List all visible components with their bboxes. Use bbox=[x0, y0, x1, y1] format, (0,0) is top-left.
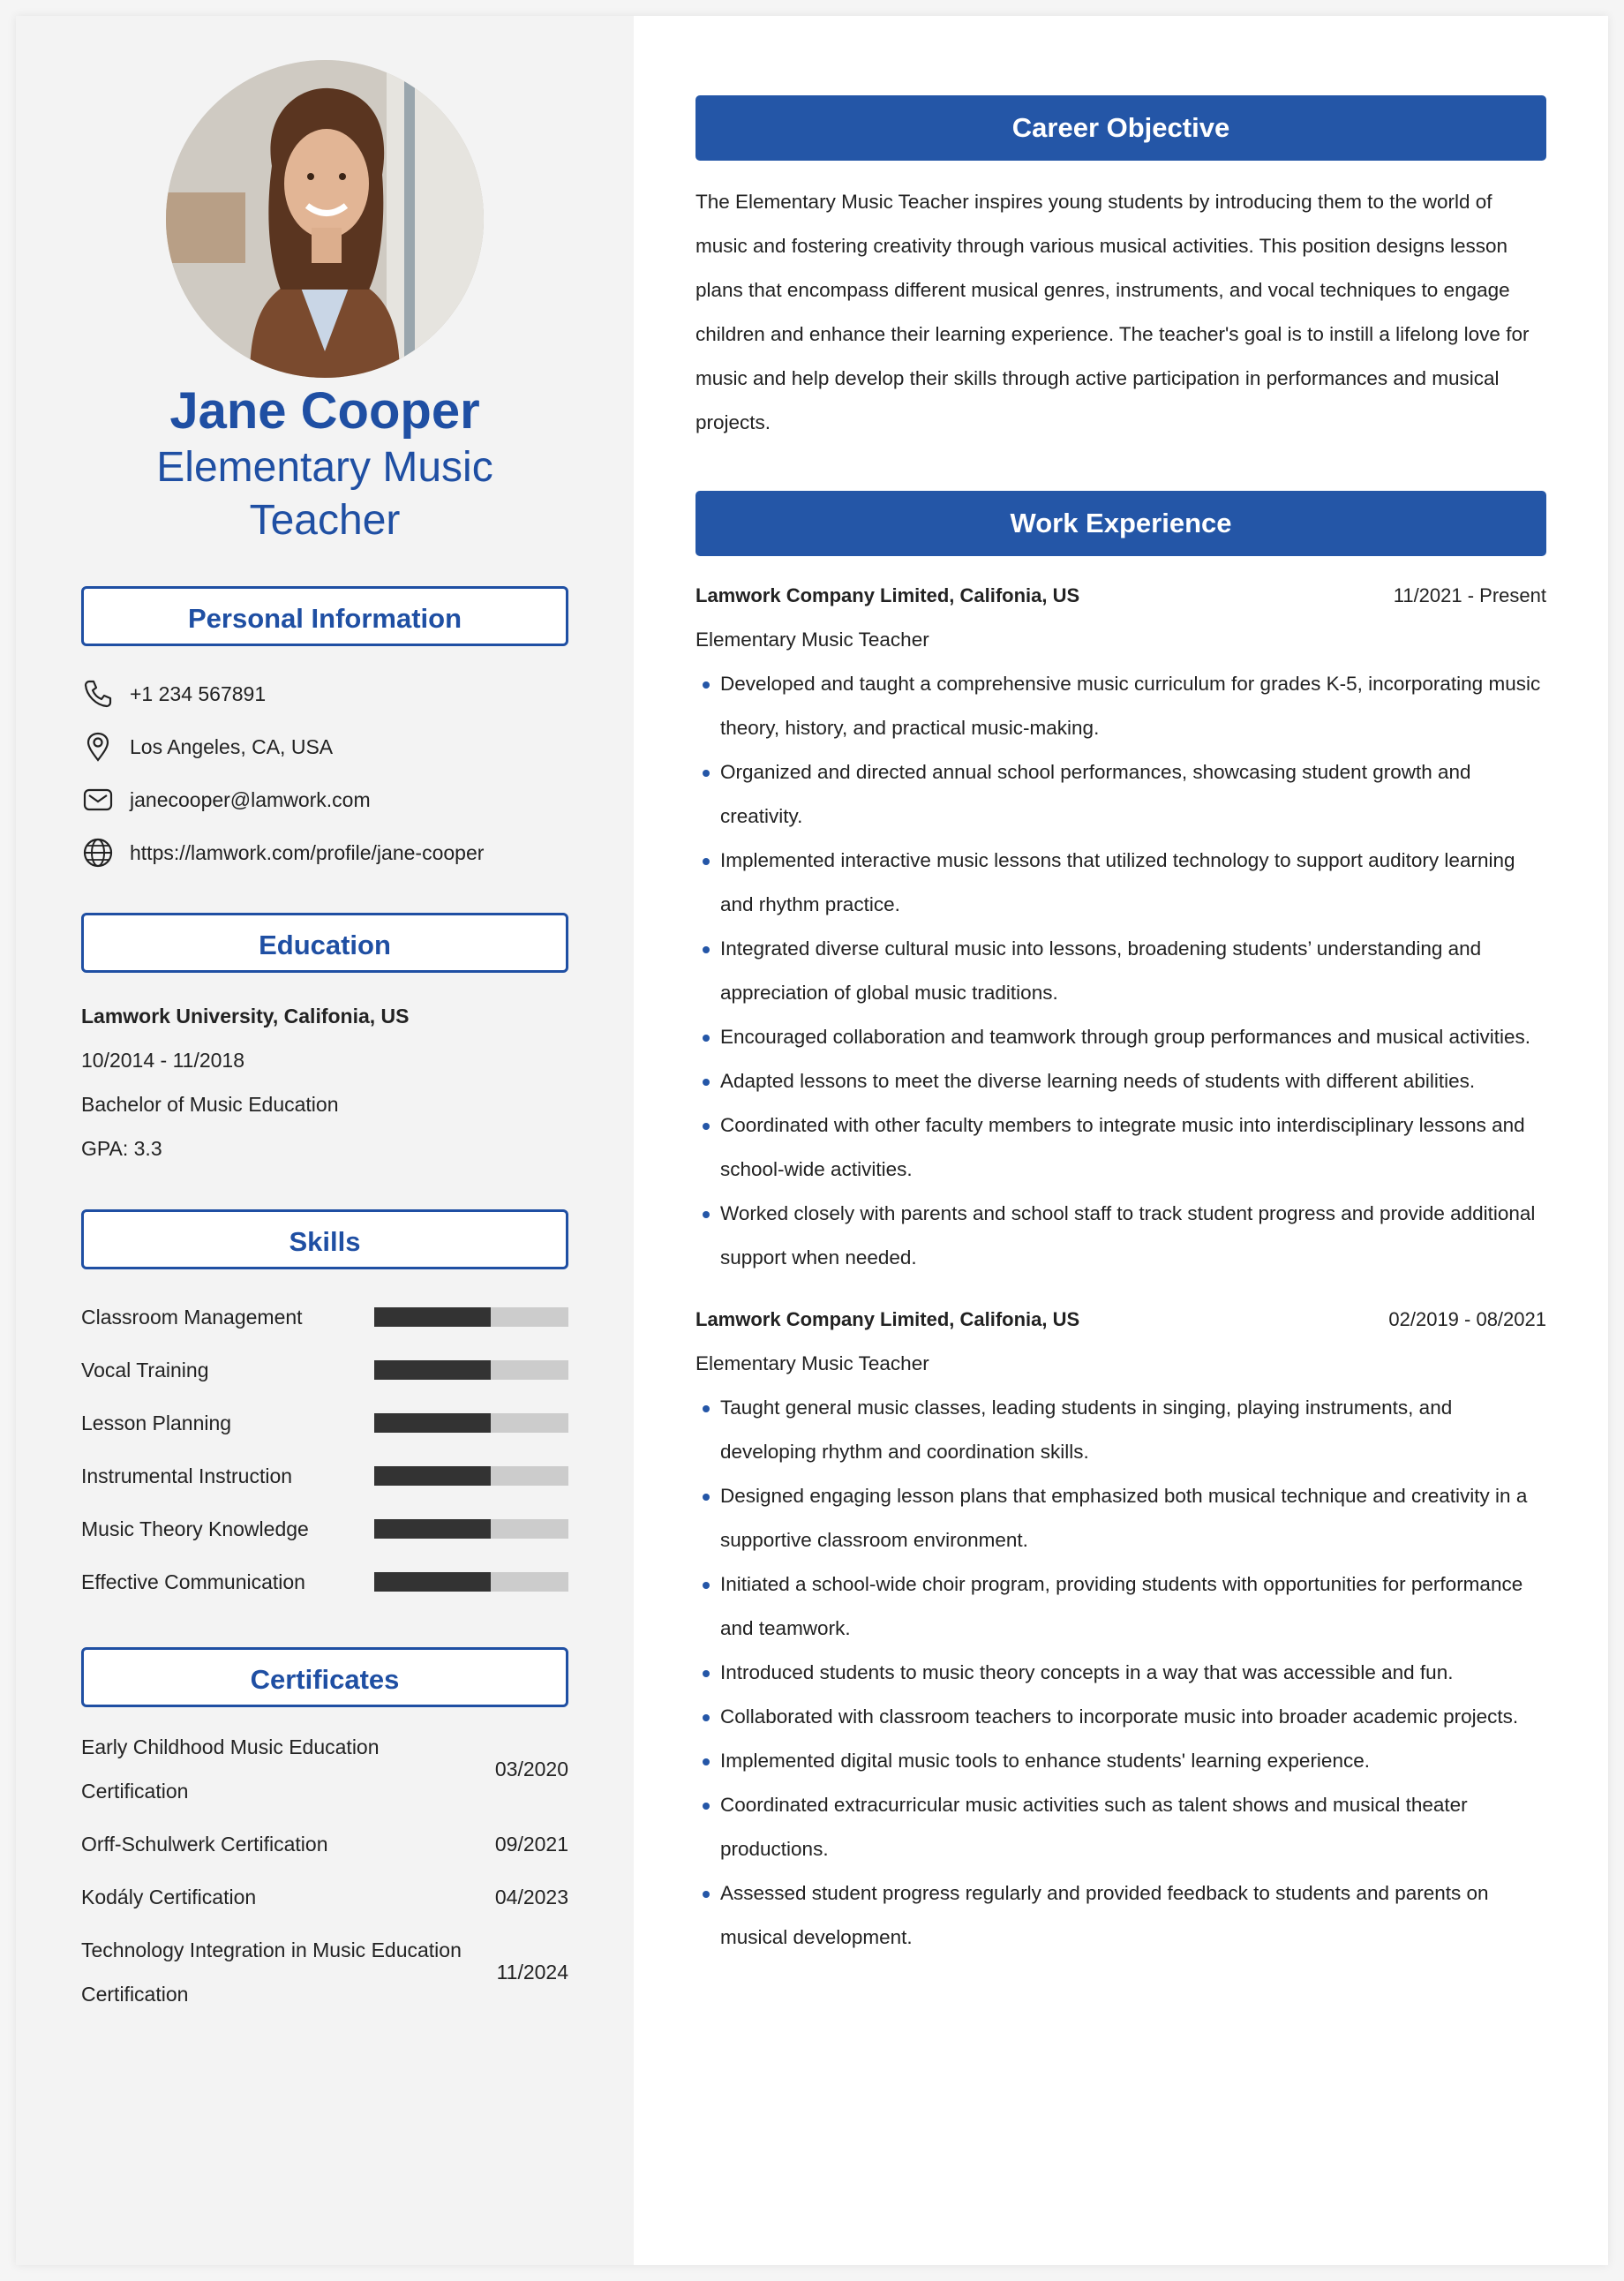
job-bullet: Organized and directed annual school performances, showcasing student growth and creativity. bbox=[695, 750, 1546, 839]
certificate-row bbox=[81, 1875, 568, 1919]
certificates-section bbox=[81, 1647, 568, 2016]
job-bullet: Designed engaging lesson plans that emphasized both musical technique and creativity in a supportive classroom environment. bbox=[695, 1474, 1546, 1562]
job-bullet: Developed and taught a comprehensive music curriculum for grades K-5, incorporating music theory, history, and practical music-making. bbox=[695, 662, 1546, 750]
certificate-date: 11/2024 bbox=[496, 1960, 568, 1984]
education-section bbox=[81, 913, 568, 1171]
certificate-name: Orff-Schulwerk Certification bbox=[81, 1833, 328, 1856]
job-bullet: Worked closely with parents and school staff to track student progress and provide additional support when needed. bbox=[695, 1192, 1546, 1280]
job-role: Elementary Music Teacher bbox=[695, 629, 929, 651]
skill-row bbox=[81, 1555, 568, 1608]
education-gpa: GPA: 3.3 bbox=[81, 1137, 162, 1160]
certificate-date: 03/2020 bbox=[494, 1757, 568, 1780]
objective-heading: Career Objective bbox=[695, 95, 1546, 161]
skill-name: Classroom Management bbox=[81, 1305, 303, 1329]
profile-photo bbox=[166, 60, 484, 378]
job-header bbox=[695, 1298, 1546, 1342]
education-dates: 10/2014 - 11/2018 bbox=[81, 1049, 245, 1072]
job-bullet: Initiated a school-wide choir program, providing students with opportunities for performance and teamwork. bbox=[695, 1562, 1546, 1651]
profile-url-link[interactable]: https://lamwork.com/profile/jane-cooper bbox=[130, 840, 485, 864]
certificate-name: Kodály Certification bbox=[81, 1886, 257, 1908]
personal-info-heading: Personal Information bbox=[81, 586, 568, 646]
skill-level-fill bbox=[374, 1572, 491, 1592]
job-bullet: Encouraged collaboration and teamwork through group performances and musical activities. bbox=[695, 1015, 1546, 1059]
certificate-row bbox=[81, 1928, 568, 2016]
sidebar bbox=[16, 16, 634, 2265]
job-role: Elementary Music Teacher bbox=[695, 1352, 929, 1374]
skill-level-fill bbox=[374, 1519, 491, 1539]
phone-icon bbox=[81, 677, 115, 711]
skill-row bbox=[81, 1502, 568, 1555]
job-bullet: Coordinated with other faculty members to integrate music into interdisciplinary lessons and school-wide activities. bbox=[695, 1103, 1546, 1192]
skill-level-bar bbox=[374, 1360, 568, 1380]
education-heading: Education bbox=[81, 913, 568, 973]
resume-page bbox=[16, 16, 1608, 2265]
certificates-list bbox=[81, 1725, 568, 2016]
job-bullet: Introduced students to music theory concepts in a way that was accessible and fun. bbox=[695, 1651, 1546, 1695]
skill-row bbox=[81, 1449, 568, 1502]
job-bullet: Collaborated with classroom teachers to incorporate music into broader academic projects. bbox=[695, 1695, 1546, 1739]
education-school: Lamwork University, Califonia, US bbox=[81, 1005, 410, 1028]
objective-text: The Elementary Music Teacher inspires young students by introducing them to the world of music and fostering creativity through various musical activities. This position designs lesson plans that encompass different musical genres, instruments, and vocal techniques to engage children and enhance their learning experience. The teacher's goal is to instill a lifelong love for music and help develop their skills through active participation in performances and musical projects. bbox=[695, 191, 1530, 433]
certificates-heading: Certificates bbox=[81, 1647, 568, 1707]
job-bullet: Adapted lessons to meet the diverse learning needs of students with different abilities. bbox=[695, 1059, 1546, 1103]
job-bullet: Integrated diverse cultural music into lessons, broadening students’ understanding and appreciation of global music traditions. bbox=[695, 927, 1546, 1015]
skill-row bbox=[81, 1291, 568, 1344]
skills-heading: Skills bbox=[81, 1209, 568, 1269]
skill-row bbox=[81, 1344, 568, 1396]
portrait-illustration bbox=[166, 60, 484, 378]
certificate-name: Technology Integration in Music Education Certification bbox=[81, 1938, 462, 2006]
skill-name: Lesson Planning bbox=[81, 1411, 232, 1434]
job-bullet: Taught general music classes, leading students in singing, playing instruments, and developing rhythm and coordination skills. bbox=[695, 1386, 1546, 1474]
job-bullet: Implemented digital music tools to enhance students' learning experience. bbox=[695, 1739, 1546, 1783]
certificate-date: 04/2023 bbox=[494, 1885, 568, 1908]
contact-list bbox=[81, 667, 568, 879]
education-details bbox=[81, 994, 568, 1171]
skill-name: Music Theory Knowledge bbox=[81, 1517, 309, 1540]
skill-level-bar bbox=[374, 1466, 568, 1486]
candidate-name: Jane Cooper bbox=[169, 382, 480, 440]
certificate-name: Early Childhood Music Education Certification bbox=[81, 1735, 380, 1803]
experience-heading: Work Experience bbox=[695, 491, 1546, 556]
job-list bbox=[695, 574, 1546, 1960]
skill-level-bar bbox=[374, 1307, 568, 1327]
contact-location: Los Angeles, CA, USA bbox=[81, 720, 568, 773]
skills-list bbox=[81, 1291, 568, 1608]
globe-icon bbox=[81, 836, 115, 869]
job-bullet: Assessed student progress regularly and provided feedback to students and parents on musical development. bbox=[695, 1871, 1546, 1960]
objective-section bbox=[695, 95, 1546, 445]
email-icon bbox=[81, 783, 115, 817]
skill-level-fill bbox=[374, 1360, 491, 1380]
job-bullet: Implemented interactive music lessons that utilized technology to support auditory learning and rhythm practice. bbox=[695, 839, 1546, 927]
main-content bbox=[634, 16, 1608, 2265]
job-company: Lamwork Company Limited, Califonia, US bbox=[695, 584, 1080, 606]
contact-website bbox=[81, 826, 568, 879]
experience-section bbox=[695, 491, 1546, 1960]
skill-row bbox=[81, 1396, 568, 1449]
skill-name: Vocal Training bbox=[81, 1358, 209, 1381]
skill-name: Instrumental Instruction bbox=[81, 1464, 293, 1487]
skill-level-bar bbox=[374, 1572, 568, 1592]
certificate-row bbox=[81, 1822, 568, 1866]
job-header bbox=[695, 574, 1546, 618]
skill-name: Effective Communication bbox=[81, 1570, 305, 1593]
skill-level-fill bbox=[374, 1466, 491, 1486]
skill-level-bar bbox=[374, 1519, 568, 1539]
contact-phone: +1 234 567891 bbox=[81, 667, 568, 720]
personal-info-section bbox=[81, 586, 568, 879]
job-bullet: Coordinated extracurricular music activities such as talent shows and musical theater productions. bbox=[695, 1783, 1546, 1871]
skill-level-bar bbox=[374, 1413, 568, 1433]
job-entry bbox=[695, 574, 1546, 1280]
certificate-date: 09/2021 bbox=[494, 1832, 568, 1856]
skill-level-fill bbox=[374, 1307, 491, 1327]
job-bullets bbox=[695, 662, 1546, 1280]
certificate-row bbox=[81, 1725, 568, 1813]
location-pin-icon bbox=[81, 730, 115, 764]
skills-section bbox=[81, 1209, 568, 1608]
job-entry bbox=[695, 1298, 1546, 1960]
job-dates: 11/2021 - Present bbox=[1393, 584, 1546, 606]
job-dates: 02/2019 - 08/2021 bbox=[1388, 1308, 1546, 1330]
job-company: Lamwork Company Limited, Califonia, US bbox=[695, 1308, 1080, 1330]
skill-level-fill bbox=[374, 1413, 491, 1433]
candidate-title: Elementary Music Teacher bbox=[156, 444, 493, 544]
email-link[interactable]: janecooper@lamwork.com bbox=[130, 787, 371, 811]
contact-email bbox=[81, 773, 568, 826]
job-bullets bbox=[695, 1386, 1546, 1960]
education-degree: Bachelor of Music Education bbox=[81, 1093, 339, 1116]
